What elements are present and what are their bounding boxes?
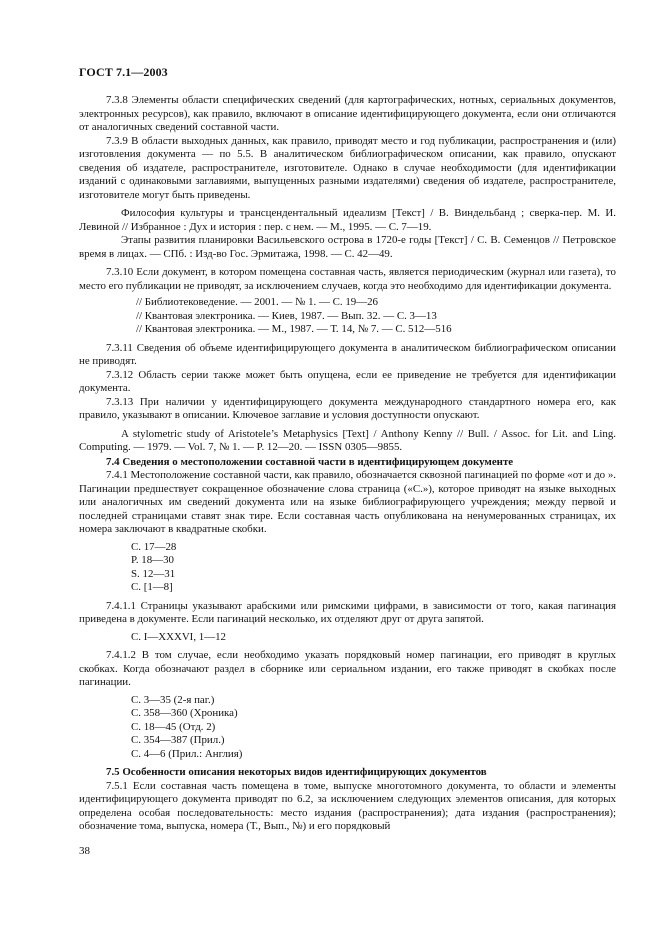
example-line: C. 18—45 (Отд. 2) bbox=[131, 720, 216, 733]
example-7-3-13: A stylometric study of Aristotele’s Metaphysics [Text] / Anthony Kenny // Bull. / Assoc. for Lit. and Ling. Computing. — 1979. — Vol. 7, № 1. — P. 12—20. — ISSN 0305—9855. bbox=[79, 427, 616, 453]
section-heading-7-5: 7.5 Особенности описания некоторых видов идентифицирующих документов bbox=[106, 766, 487, 778]
paragraph-7-3-13: 7.3.13 При наличии у идентифицирующего документа международного стандартного номера его, как правило, указывают в описании. Ключевое заглавие и условия доступности опускают. bbox=[79, 395, 616, 421]
page-body bbox=[79, 94, 616, 834]
document-code-header: ГОСТ 7.1—2003 bbox=[79, 65, 168, 79]
paragraph-7-3-10: 7.3.10 Если документ, в котором помещена составная часть, является периодическим (журнал или газета), то место его публикации не приводят, за исключением случаев, когда это необходимо для идентификации документа. bbox=[79, 266, 616, 292]
example-line: // Квантовая электроника. — М., 1987. — Т. 14, № 7. — С. 512—516 bbox=[136, 323, 452, 335]
example-line: C. I—XXXVI, 1—12 bbox=[131, 630, 226, 643]
section-heading-7-4: 7.4 Сведения о местоположении составной части в идентифицирующем документе bbox=[106, 455, 514, 468]
example-list-7-4-1-1 bbox=[79, 631, 616, 645]
paragraph-7-3-11: 7.3.11 Сведения об объеме идентифицирующего документа в аналитическом библиографическом описании не приводят. bbox=[79, 341, 616, 367]
example-line: // Библиотековедение. — 2001. — № 1. — С. 19—26 bbox=[136, 296, 378, 308]
paragraph-7-3-9: 7.3.9 В области выходных данных, как правило, приводят место и год публикации, распространения и (или) изготовления документа — по 5.5. В аналитическом библиографическом описании, как правило, опускают сведения об издателе, распространителе, изготовителе. Однако в случае необходимости (для идентификации изданий с одинаковыми заглавиями, выпущенных разными издателями) сведения об издателе, распространителе, изготовителе могут быть приведены. bbox=[79, 134, 616, 201]
example-line: C. [1—8] bbox=[131, 581, 173, 593]
example-list-7-4-1 bbox=[79, 541, 616, 595]
example-line: C. 354—387 (Прил.) bbox=[131, 734, 225, 746]
page-number: 38 bbox=[79, 845, 90, 857]
paragraph-7-4-1: 7.4.1 Местоположение составной части, как правило, обозначается сквозной пагинацией по форме «от и до ». Пагинации предшествует сокращенное обозначение слова страница («С.»), которое приводят на языке выходных или аналогичных им сведений документа или на языке библиографирующего учреждения; между первой и последней страницами ставят знак тире. Если составная часть опубликована на ненумерованных страницах, их номера заключают в квадратные скобки. bbox=[79, 469, 616, 535]
example-list-7-4-1-2 bbox=[79, 694, 616, 762]
paragraph-7-4-1-2: 7.4.1.2 В том случае, если необходимо указать порядковый номер пагинации, его приводят в круглых скобках. Когда обозначают раздел в сборнике или сериальном издании, его также приводят в скобках после пагинации. bbox=[79, 649, 616, 688]
paragraph-7-3-8: 7.3.8 Элементы области специфических сведений (для картографических, нотных, сериальных документов, электронных ресурсов), как правило, включают в описание идентифицирующего документа, если они отличаются от аналогичных сведений составной части. bbox=[79, 94, 616, 133]
example-line: C. 3—35 (2-я паг.) bbox=[131, 693, 215, 706]
example-line: P. 18—30 bbox=[131, 554, 174, 566]
example-7-3-9-b: Этапы развития планировки Васильевского острова в 1720-е годы [Текст] / С. В. Семенцов // Петровское время в лицах. — СПб. : Изд-во Гос. Эрмитажа, 1998. — С. 42—49. bbox=[79, 234, 616, 260]
example-7-3-9-a: Философия культуры и трансцендентальный идеализм [Текст] / В. Виндельбанд ; сверка-пер. М. И. Левиной // Избранное : Дух и история : пер. с нем. — М., 1995. — С. 7—19. bbox=[79, 207, 616, 233]
example-line: C. 358—360 (Хроника) bbox=[131, 707, 238, 719]
example-line: S. 12—31 bbox=[131, 567, 176, 580]
example-line: C. 17—28 bbox=[131, 540, 177, 553]
paragraph-7-3-12: 7.3.12 Область серии также может быть опущена, если ее приведение не требуется для идентификации документа. bbox=[79, 368, 616, 394]
example-list-7-3-10 bbox=[79, 296, 616, 337]
paragraph-7-5-1: 7.5.1 Если составная часть помещена в томе, выпуске многотомного документа, то области и элементы идентифицирующего документа приводят по 6.2, за исключением следующих элементов описания, для которых определена особая последовательность: место издания (распространения); дата издания (распространения); обозначение тома, выпуска, номера (Т., Вып., №) и его порядковый bbox=[79, 779, 616, 832]
example-line: C. 4—6 (Прил.: Англия) bbox=[131, 747, 243, 760]
example-line: // Квантовая электроника. — Киев, 1987. — Вып. 32. — С. 3—13 bbox=[136, 309, 437, 322]
paragraph-7-4-1-1: 7.4.1.1 Страницы указывают арабскими или римскими цифрами, в зависимости от того, какая пагинация приведена в документе. Если пагинаций несколько, их отделяют друг от друга запятой. bbox=[79, 599, 616, 625]
